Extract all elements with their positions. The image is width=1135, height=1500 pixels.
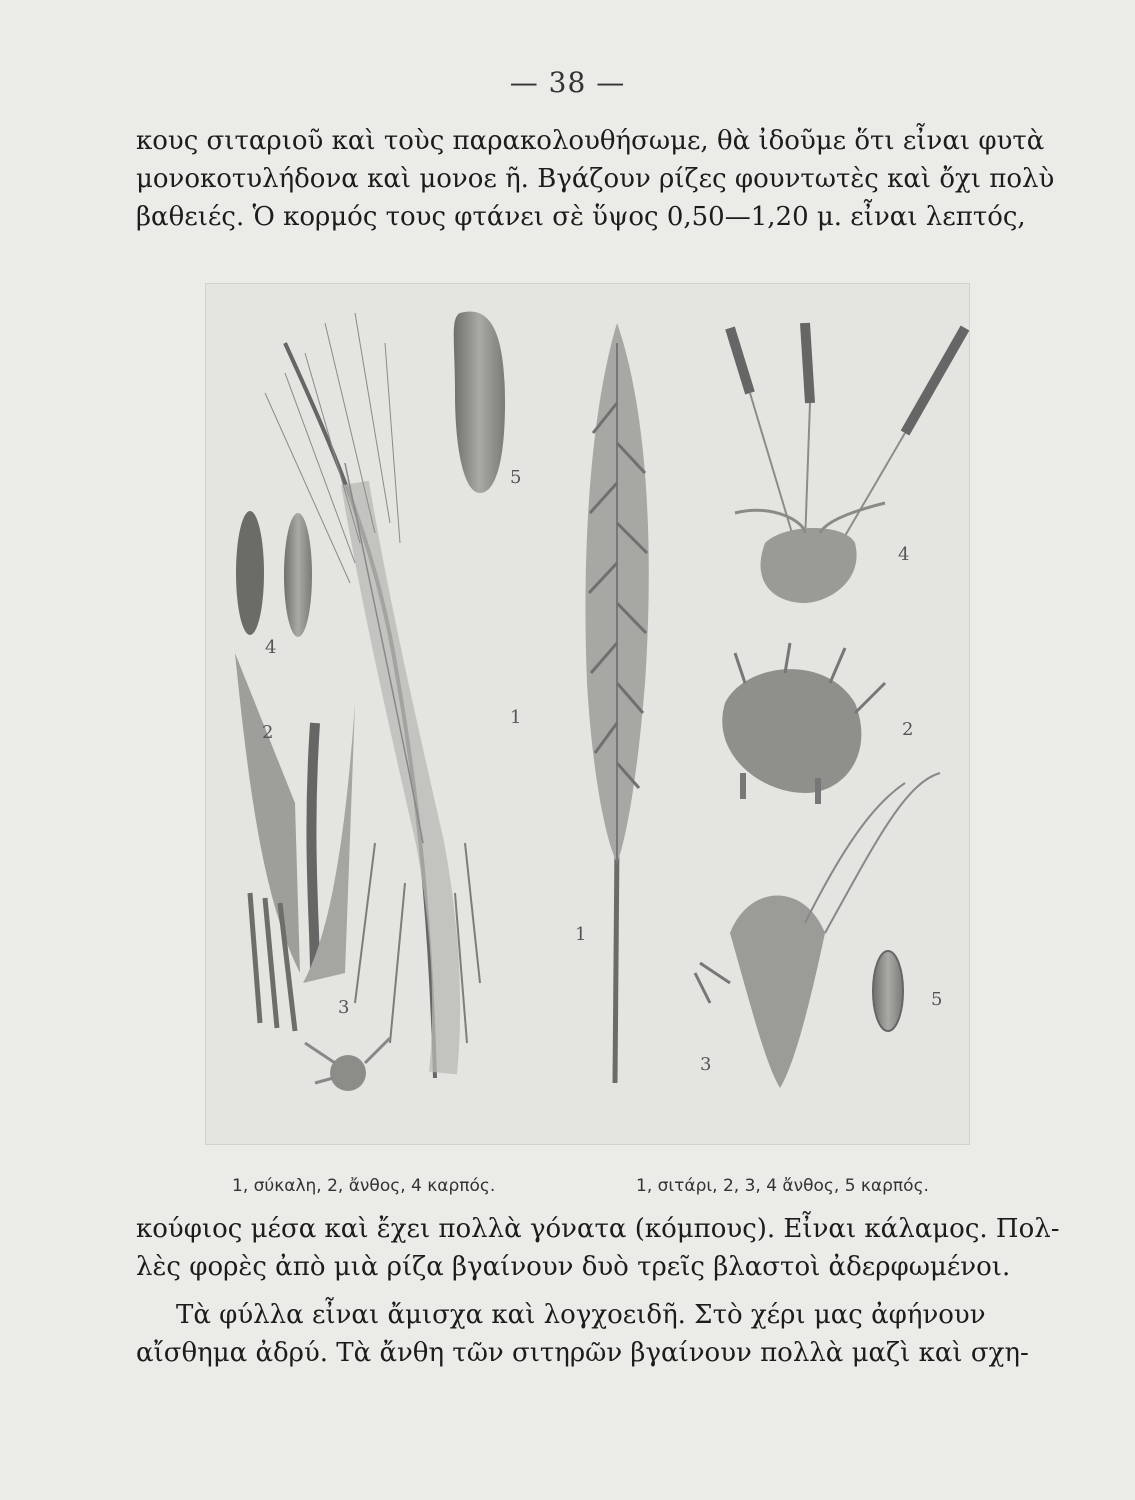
paragraph-bottom — [136, 1296, 1041, 1372]
figure-label: 1 — [510, 707, 522, 728]
wheat-grain-drawing — [873, 951, 903, 1031]
text-line: Τὰ φύλλα εἶναι ἄμισχα καὶ λογχοειδῆ. Στὸ χέρι μας ἀφήνουν — [176, 1300, 986, 1330]
figure-label: 5 — [931, 989, 943, 1010]
figure-label: 4 — [265, 637, 277, 658]
text-line: βαθειές. Ὁ κορμός τους φτάνει σὲ ὕψος 0,50—1,20 μ. εἶναι λεπτός, — [136, 202, 1026, 232]
wheat-ear-drawing — [585, 323, 648, 1083]
wheat-flower-drawing — [730, 323, 965, 603]
figure-label: 3 — [338, 997, 350, 1018]
wheat-flower-bottom-drawing — [695, 773, 943, 1088]
rye-grain-drawing — [284, 513, 312, 637]
figure-label: 5 — [510, 467, 522, 488]
figure-label: 3 — [700, 1054, 712, 1075]
wheat-flower-middle-drawing — [722, 643, 885, 804]
text-line: κούφιος μέσα καὶ ἔχει πολλὰ γόνατα (κόμπους). Εἶναι κάλαμος. Πολ- — [136, 1214, 1060, 1244]
text-line: λὲς φορὲς ἀπὸ μιὰ ρίζα βγαίνουν δυὸ τρεῖς βλαστοὶ ἀδερφωμένοι. — [136, 1252, 1011, 1282]
text-line: αἴσθημα ἀδρύ. Τὰ ἄνθη τῶν σιτηρῶν βγαίνουν πολλὰ μαζὶ καὶ σχη- — [136, 1338, 1029, 1368]
figure-label: 2 — [902, 719, 914, 740]
botanical-illustration — [205, 283, 970, 1145]
paragraph-middle — [136, 1210, 1060, 1286]
figure-label: 4 — [898, 544, 910, 565]
figure-label: 1 — [575, 924, 587, 945]
figure-caption-left: 1, σύκαλη, 2, ἄνθος, 4 καρπός. — [232, 1176, 496, 1196]
rye-flower-drawing — [235, 653, 355, 1031]
figure-label: 2 — [262, 722, 274, 743]
figure-caption-right: 1, σιτάρι, 2, 3, 4 ἄνθος, 5 καρπός. — [636, 1176, 929, 1196]
page-number: — 38 — — [509, 66, 626, 99]
text-line: μονοκοτυλήδονα καὶ μονοε ῆ. Βγάζουν ρίζες φουντωτὲς καὶ ὄχι πολὺ — [136, 164, 1055, 194]
rye-grain-drawing — [236, 511, 264, 635]
rye-grain-large-drawing — [454, 311, 505, 493]
rye-flower-small-drawing — [305, 1038, 390, 1091]
paragraph-top — [136, 122, 1055, 236]
text-line: κους σιταριοῦ καὶ τοὺς παρακολουθήσωμε, θὰ ἰδοῦμε ὅτι εἶναι φυτὰ — [136, 126, 1045, 156]
